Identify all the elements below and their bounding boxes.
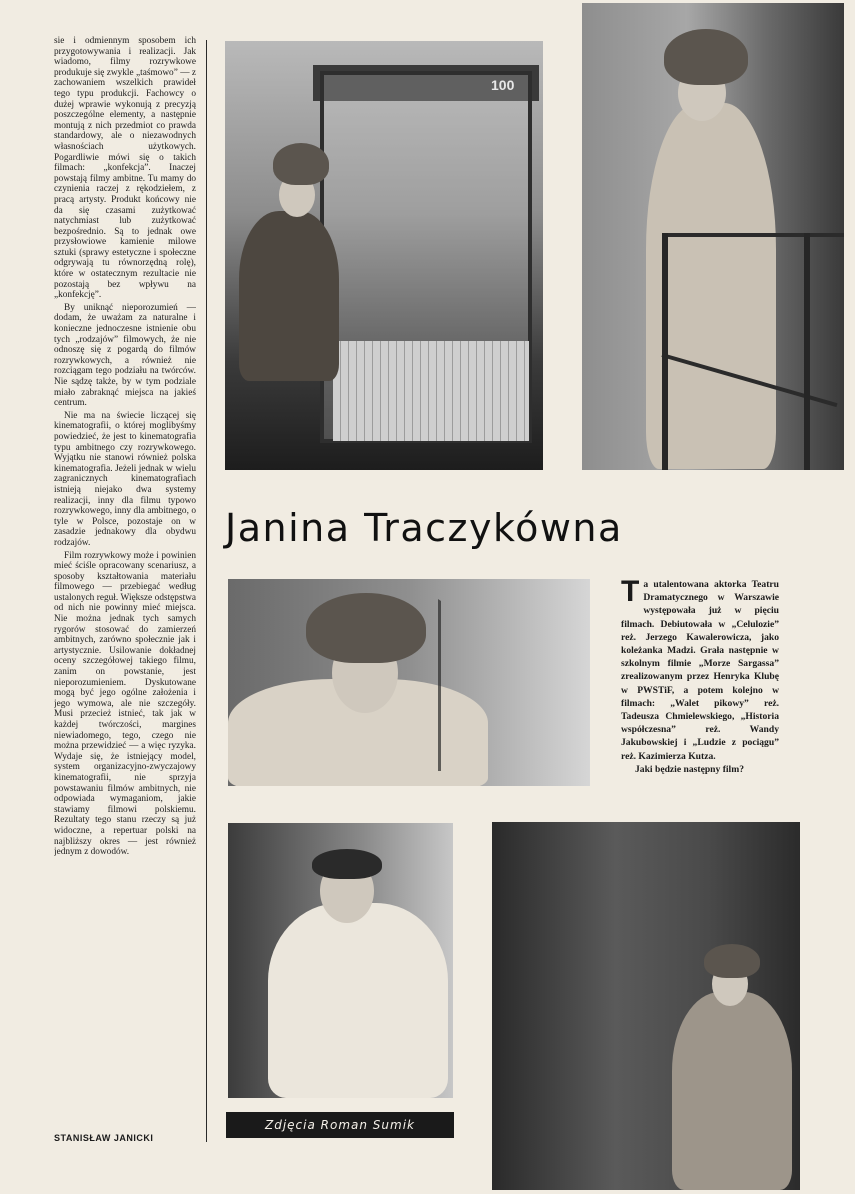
fur-hat [664, 29, 748, 85]
article-paragraph-1: sie i odmiennym sposobem ich przygotowywania i realizacji. Jak wiadomo, filmy rozrywkowe produkuje się zwykle „taśmowo” — z zachowaniem wszelkich prawideł tego typu produkcji. Fachowcy o dużej wprawie wykonują z precyzją poszczególne elementy, a następnie montują z nich przedmiot co prawda standardowy, ale o niezawodnych własnościach użytkowych. Pogardliwie mówi się o takich filmach: „konfekcja”. Inaczej powstają filmy ambitne. Tu mamy do czynienia raczej z rękodziełem, z pracą artysty. Produkt końcowy nie da się czasami zużytkować natychmiast lub zużytkować bezpośrednio. Są to jednak owe przysłowiowe kamienie milowe sztuki (sprawy estetyczne i społeczne odgrywają tu równorzędną rolę), które w ostatecznym rezultacie nie pozostają bez wpływu na „konfekcję”. [54, 36, 196, 301]
photo-shoe-vitrine [225, 41, 543, 470]
column-divider [206, 40, 207, 1142]
bio-question: Jaki będzie następny film? [635, 763, 745, 775]
author-byline: STANISŁAW JANICKI [54, 1133, 154, 1143]
article-column [54, 36, 196, 1122]
photo-credit: Zdjęcia Roman Sumik [226, 1112, 454, 1138]
fur-hat [273, 143, 329, 185]
article-paragraph-4: Film rozrywkowy może i powinien mieć ściśle opracowany scenariusz, a sposoby kształtowania materiału filmowego — przebiegać według ustalonych reguł. Większe odstępstwa od nich nie powinny mieć miejsca. Nie można jednak tych samych rygorów stosować do zamierzeń ambitnych, zarówno społecznie jak i artystycznie. Usilowanie dokładnej oceny szczegółowej takiego filmu, zanim on powstanie, jest nieporozumieniem. Dyskutowane mogą być jego ogólne założenia i jego wymowa, ale nie szczegóły. Musi przecież istnieć, tak jak w każdej twórczości, margines niewiadomego, tego, czego nie można przewidzieć — a więc ryzyka. Wydaje się, że istniejący model, system organizacyjno-zwyczajowy kinematografii, nie sprzyja powstawaniu filmów ambitnych, nie odpowiada wymaganiom, jakie stawiamy filmowi polskiemu. Rezultaty tego stanu rzeczy są już widoczne, a repertuar polski na najbliższy okres — jest również jednym z dowodów. [54, 550, 196, 858]
vitrine-tiled-base [333, 341, 529, 441]
photo-railing [582, 3, 844, 470]
headline: Janina Traczykówna [225, 506, 623, 550]
photo-portrait-graffiti [228, 579, 590, 786]
article-paragraph-3: Nie ma na świecie liczącej się kinematografii, o której moglibyśmy powiedzieć, że jest to kinematografia typu ambitnego czy rozrywkowego. Wyjątku nie stanowi również polska kinematografia. Jeżeli jednak w wielu zagranicznych kinematografiach istnieją niejako dwa systemy realizacji, inny dla filmu typowo rozrywkowego, inny dla ambitnego, o tyle w Polsce, pozostaje on w zasadzie jednakowy dla obydwu rodzajów. [54, 410, 196, 548]
fur-hat [704, 944, 760, 978]
railing-post [662, 233, 668, 470]
fur-hat [306, 593, 426, 663]
photo-light-coat [228, 823, 453, 1098]
railing-post [804, 233, 810, 470]
dark-hair [312, 849, 382, 879]
vitrine-number-sign: 100 [491, 77, 515, 93]
bio-text: a utalentowana aktorka Teatru Dramatycznego w Warszawie występowała już w pięciu filmach. Debiutowała w „Celulozie” reż. Jerzego Kawalerowicza, jako koleżanka Madzi. Grała następnie w szkolnym filmie „Morze Sargassa” zrealizowanym przez Henryka Klubę w PWSTiF, a potem kolejno w filmach: „Walet pikowy” reż. Tadeusza Chmielewskiego, „Historia współczesna” reż. Wandy Jakubowskiej i „Ludzie z pociągu” reż. Kazimierza Kutza. [621, 579, 779, 762]
bio-dropcap: T [621, 575, 640, 608]
actress-bio [621, 575, 779, 776]
article-paragraph-2: By uniknąć nieporozumień — dodam, że uważam za naturalne i konieczne jednoczesne istnienie obu tych „rodzajów” filmowych, że nie odnoszę się z pogardą do filmów rozrywkowych, a również nie rozciągam tego podziału na twórców. Nie sądzę także, by w tym podziale miało zabraknąć miejsca na jakieś centrum. [54, 302, 196, 409]
actress-coat [268, 903, 448, 1098]
railing-top [662, 233, 844, 237]
graffiti-wall [438, 599, 581, 771]
photo-brick-pipes [492, 822, 800, 1190]
actress-coat [672, 992, 792, 1190]
actress-coat [239, 211, 339, 381]
